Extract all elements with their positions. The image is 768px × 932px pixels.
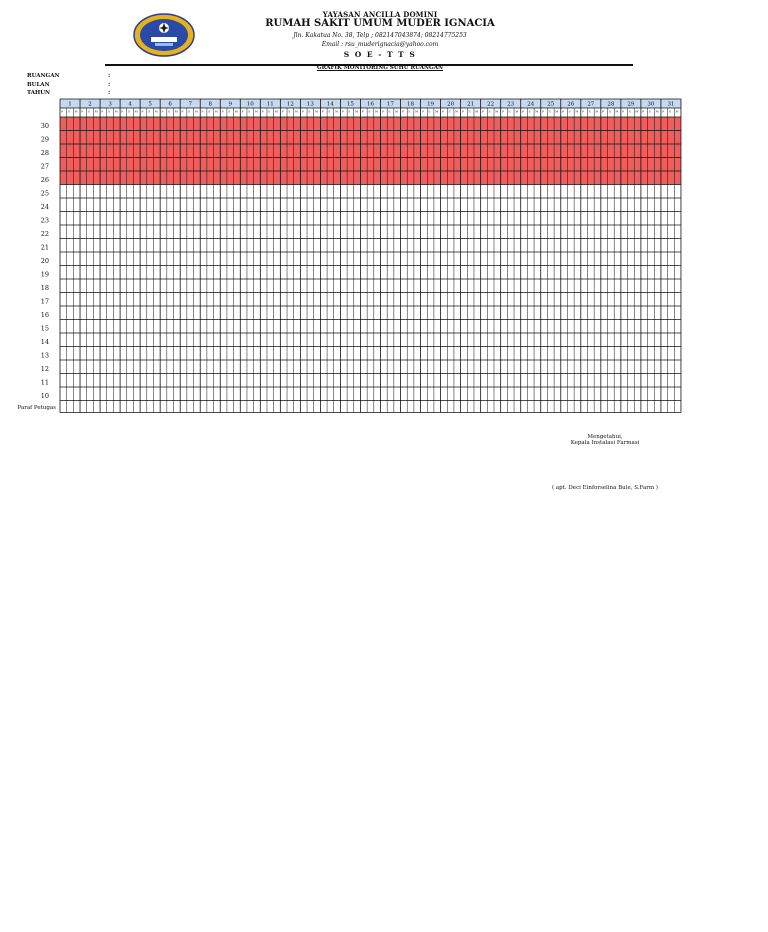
meta-label-bulan: BULAN <box>27 82 50 88</box>
sub-label-27-M: M <box>595 109 599 114</box>
temperature-grid <box>0 0 768 440</box>
sub-label-4-S: S <box>127 109 131 114</box>
sub-label-16-S: S <box>368 109 371 114</box>
day-label-2: 2 <box>88 101 92 108</box>
hospital-email: Email : rsu_muderignacia@yahoo.com <box>321 41 439 48</box>
sub-label-8-P: P <box>201 109 204 114</box>
sub-label-6-S: S <box>168 109 171 114</box>
sub-label-1-M: M <box>74 109 78 114</box>
temp-label-16: 16 <box>40 310 49 319</box>
sub-label-20-S: S <box>448 109 451 114</box>
day-label-10: 10 <box>246 101 254 108</box>
day-label-17: 17 <box>387 101 395 108</box>
day-label-22: 22 <box>487 101 495 108</box>
shaded-row-30 <box>60 117 681 131</box>
day-label-7: 7 <box>188 101 192 108</box>
sub-label-18-M: M <box>415 109 419 114</box>
sub-label-13-S: S <box>308 109 311 114</box>
day-label-30: 30 <box>647 101 655 108</box>
sub-label-25-M: M <box>555 109 559 114</box>
temp-label-21: 21 <box>40 243 49 252</box>
sub-label-24-M: M <box>535 109 539 114</box>
sub-label-15-M: M <box>354 109 359 114</box>
day-label-12: 12 <box>286 101 294 108</box>
temp-label-29: 29 <box>40 135 49 144</box>
day-label-1: 1 <box>68 101 72 108</box>
temp-label-10: 10 <box>40 391 49 400</box>
sub-label-16-M: M <box>375 109 379 114</box>
sub-label-19-S: S <box>428 109 431 114</box>
hospital-city: S O E - T T S <box>343 50 417 59</box>
sub-label-23-P: P <box>501 109 504 114</box>
sub-label-2-M: M <box>94 109 98 114</box>
sub-label-24-S: S <box>528 109 531 114</box>
sub-label-30-M: M <box>655 109 659 114</box>
sub-label-23-M: M <box>515 109 519 114</box>
sub-label-15-P: P <box>341 109 344 114</box>
sub-label-5-P: P <box>141 109 144 114</box>
sub-label-6-P: P <box>161 109 164 114</box>
sub-label-30-S: S <box>648 109 651 114</box>
hospital-address: Jln. Kakatua No. 38, Telp ; 082147043874; 08214775253 <box>293 32 467 39</box>
temp-label-13: 13 <box>40 351 49 360</box>
day-label-18: 18 <box>407 101 415 108</box>
sub-label-20-M: M <box>455 109 459 114</box>
signature-position: Kepala Instalasi Farmasi <box>570 440 640 446</box>
sub-label-26-P: P <box>561 109 565 114</box>
sub-label-16-P: P <box>361 109 364 114</box>
day-label-20: 20 <box>447 101 455 108</box>
sub-label-27-P: P <box>582 109 585 114</box>
sub-label-5-M: M <box>154 109 158 114</box>
day-label-4: 4 <box>128 101 132 108</box>
temp-label-26: 26 <box>40 175 49 184</box>
day-label-28: 28 <box>607 101 615 108</box>
temp-label-12: 12 <box>40 364 49 373</box>
sub-label-4-M: M <box>134 109 138 114</box>
meta-label-tahun: TAHUN <box>27 90 51 96</box>
sub-label-2-S: S <box>87 109 90 114</box>
day-label-25: 25 <box>547 101 555 108</box>
meta-value-tahun[interactable]: : <box>108 89 111 96</box>
sub-label-13-P: P <box>301 109 304 114</box>
sub-label-9-M: M <box>234 109 238 114</box>
sub-label-26-M: M <box>575 109 579 114</box>
day-label-21: 21 <box>467 101 475 108</box>
sub-label-7-P: P <box>181 109 184 114</box>
sub-label-6-M: M <box>174 109 178 114</box>
sub-label-9-P: P <box>221 109 224 114</box>
sub-label-12-S: S <box>288 109 291 114</box>
day-label-8: 8 <box>208 101 212 108</box>
sub-label-11-S: S <box>268 109 271 114</box>
meta-value-ruangan[interactable]: : <box>108 72 111 79</box>
sub-label-8-S: S <box>208 109 211 114</box>
sub-label-3-P: P <box>101 109 104 114</box>
day-label-3: 3 <box>108 101 112 108</box>
meta-label-ruangan: RUANGAN <box>27 73 60 79</box>
day-label-9: 9 <box>228 101 233 108</box>
sub-label-21-P: P <box>461 109 464 114</box>
sub-label-10-P: P <box>241 109 244 114</box>
day-label-16: 16 <box>366 101 374 108</box>
temp-label-17: 17 <box>40 297 49 306</box>
sub-label-31-S: S <box>668 109 671 114</box>
sub-label-19-P: P <box>421 109 424 114</box>
temp-label-15: 15 <box>40 324 49 333</box>
temp-label-25: 25 <box>40 189 49 198</box>
sub-label-5-S: S <box>148 109 151 114</box>
day-label-13: 13 <box>306 101 314 108</box>
day-label-26: 26 <box>567 101 575 108</box>
day-label-29: 29 <box>627 101 635 108</box>
sub-label-12-P: P <box>281 109 284 114</box>
day-label-11: 11 <box>266 101 274 108</box>
sub-label-11-P: P <box>261 109 264 114</box>
day-label-24: 24 <box>527 101 535 108</box>
day-label-23: 23 <box>507 101 515 108</box>
temp-label-28: 28 <box>40 148 49 157</box>
day-label-5: 5 <box>148 101 152 108</box>
sub-label-3-S: S <box>107 109 111 114</box>
sub-label-7-S: S <box>188 109 191 114</box>
sub-label-14-S: S <box>328 109 331 114</box>
sub-label-20-P: P <box>441 109 444 114</box>
day-label-27: 27 <box>587 101 595 108</box>
temp-label-19: 19 <box>40 270 49 279</box>
sub-label-19-M: M <box>435 109 439 114</box>
temp-label-20: 20 <box>40 256 49 265</box>
form-title: GRAFIK MONITORING SUHU RUANGAN <box>316 65 443 71</box>
sub-label-13-M: M <box>314 109 319 114</box>
sub-label-30-P: P <box>642 109 645 114</box>
sub-label-29-P: P <box>622 109 625 114</box>
sub-label-1-P: P <box>61 109 64 114</box>
sub-label-11-M: M <box>274 109 278 114</box>
sub-label-23-S: S <box>508 109 511 114</box>
paraf-petugas-label: Paraf Petugas <box>17 405 56 411</box>
sub-label-15-S: S <box>348 109 351 114</box>
sub-label-18-S: S <box>408 109 411 114</box>
sub-label-18-P: P <box>401 109 404 114</box>
sub-label-22-S: S <box>488 109 491 114</box>
sub-label-22-M: M <box>495 109 499 114</box>
sub-label-17-M: M <box>395 109 399 114</box>
sub-label-28-M: M <box>615 109 619 114</box>
shaded-row-29 <box>60 131 681 145</box>
sub-label-4-P: P <box>121 109 124 114</box>
temp-label-30: 30 <box>40 121 49 130</box>
sub-label-21-M: M <box>475 109 479 114</box>
sub-label-9-S: S <box>228 109 231 114</box>
temp-label-23: 23 <box>40 216 49 225</box>
day-label-19: 19 <box>427 101 435 108</box>
sub-label-27-S: S <box>588 109 591 114</box>
shaded-row-26 <box>60 171 681 185</box>
sub-label-24-P: P <box>521 109 524 114</box>
temp-label-14: 14 <box>40 337 49 346</box>
org-name: YAYASAN ANCILLA DOMINI <box>322 10 438 19</box>
signature-known: Mengetahui, <box>587 434 623 440</box>
sub-label-28-S: S <box>608 109 611 114</box>
sub-label-14-P: P <box>321 109 324 114</box>
sub-label-14-M: M <box>334 109 339 114</box>
temp-label-18: 18 <box>40 283 49 292</box>
sub-label-22-P: P <box>481 109 484 114</box>
sub-label-25-S: S <box>548 109 551 114</box>
sub-label-12-M: M <box>294 109 298 114</box>
hospital-name: RUMAH SAKIT UMUM MUDER IGNACIA <box>265 18 495 29</box>
shaded-row-28 <box>60 144 681 158</box>
sub-label-17-S: S <box>388 109 391 114</box>
sub-label-8-M: M <box>214 109 218 114</box>
sub-label-3-M: M <box>114 109 118 114</box>
temp-label-11: 11 <box>40 378 49 387</box>
sub-label-31-P: P <box>662 109 665 114</box>
day-label-6: 6 <box>168 101 172 108</box>
sub-label-28-P: P <box>602 109 605 114</box>
sub-label-26-S: S <box>568 109 571 114</box>
shaded-row-27 <box>60 158 681 172</box>
sub-label-25-P: P <box>541 109 544 114</box>
sub-label-10-S: S <box>248 109 251 114</box>
day-label-31: 31 <box>667 101 675 108</box>
temp-label-22: 22 <box>40 229 49 238</box>
temp-label-24: 24 <box>40 202 49 211</box>
sub-label-10-M: M <box>254 109 258 114</box>
sub-label-2-P: P <box>81 109 84 114</box>
meta-value-bulan[interactable]: : <box>108 81 111 88</box>
sub-label-31-M: M <box>675 109 679 114</box>
sub-label-1-S: S <box>67 109 70 114</box>
sub-label-21-S: S <box>468 109 471 114</box>
sub-label-29-M: M <box>635 109 639 114</box>
day-label-15: 15 <box>346 101 354 108</box>
signature-name: ( apt. Deci Einforselina Bule, S.Farm ) <box>552 485 658 491</box>
day-label-14: 14 <box>326 101 334 108</box>
sub-label-7-M: M <box>194 109 198 114</box>
sub-label-29-S: S <box>628 109 631 114</box>
temp-label-27: 27 <box>40 162 49 171</box>
sub-label-17-P: P <box>381 109 384 114</box>
